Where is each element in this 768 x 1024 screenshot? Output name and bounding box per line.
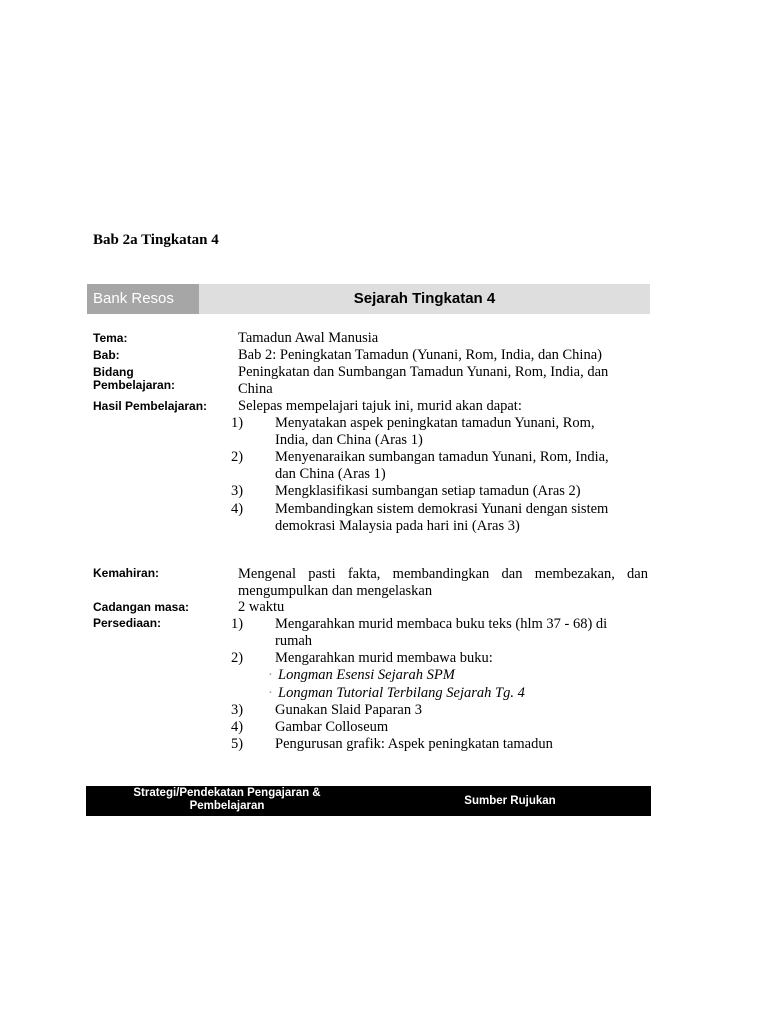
tema-label: Tema:: [93, 331, 128, 345]
hasil-item-2-line1: Menyenaraikan sumbangan tamadun Yunani, Rom, India,: [275, 449, 609, 465]
bidang-value-line2: China: [238, 381, 273, 397]
persediaan-item-2-num: 2): [231, 650, 244, 666]
persediaan-item-5-line1: Pengurusan grafik: Aspek peningkatan tamadun: [275, 736, 553, 752]
hasil-label: Hasil Pembelajaran:: [93, 399, 208, 413]
persediaan-label: Persediaan:: [93, 616, 162, 630]
kemahiran-value-line2: mengumpulkan dan mengelaskan: [238, 583, 433, 599]
hasil-item-1-line2: India, dan China (Aras 1): [275, 432, 423, 448]
hasil-intro: Selepas mempelajari tajuk ini, murid akan dapat:: [238, 398, 522, 414]
hasil-item-4-num: 4): [231, 501, 244, 517]
document-title: Bab 2a Tingkatan 4: [93, 232, 219, 248]
persediaan-item-5-num: 5): [231, 736, 244, 752]
tema-value: Tamadun Awal Manusia: [238, 330, 379, 346]
persediaan-item-1-num: 1): [231, 616, 244, 632]
subject-title: Sejarah Tingkatan 4: [353, 290, 496, 307]
book-2-bullet: ·: [268, 685, 273, 701]
bank-resos-label: Bank Resos: [87, 284, 199, 314]
persediaan-item-3-num: 3): [231, 702, 244, 718]
bidang-value-line1: Peningkatan dan Sumbangan Tamadun Yunani, Rom, India, dan: [238, 364, 609, 380]
persediaan-item-2-line1: Mengarahkan murid membawa buku:: [275, 650, 493, 666]
book-1-title: Longman Esensi Sejarah SPM: [278, 667, 455, 683]
cadangan-masa-label: Cadangan masa:: [93, 600, 190, 614]
book-2-title: Longman Tutorial Terbilang Sejarah Tg. 4: [278, 685, 525, 701]
hasil-item-3-line1: Mengklasifikasi sumbangan setiap tamadun (Aras 2): [275, 483, 581, 499]
cadangan-masa-value: 2 waktu: [238, 599, 285, 615]
bidang-label-line2: Pembelajaran:: [93, 378, 176, 392]
bab-label: Bab:: [93, 348, 120, 362]
strategi-column-header: [107, 787, 347, 813]
hasil-item-4-line2: demokrasi Malaysia pada hari ini (Aras 3): [275, 518, 520, 534]
persediaan-item-1-line2: rumah: [275, 633, 313, 649]
book-1-bullet: ·: [268, 667, 273, 683]
persediaan-item-4-line1: Gambar Colloseum: [275, 719, 389, 735]
hasil-item-1-num: 1): [231, 415, 244, 431]
bidang-label-line1: Bidang: [93, 365, 134, 379]
strategi-header-line1: Strategi/Pendekatan Pengajaran &: [133, 787, 321, 799]
bab-value: Bab 2: Peningkatan Tamadun (Yunani, Rom, India, dan China): [238, 347, 602, 363]
hasil-item-3-num: 3): [231, 483, 244, 499]
sumber-rujukan-header: Sumber Rujukan: [464, 795, 556, 807]
hasil-item-4-line1: Membandingkan sistem demokrasi Yunani dengan sistem: [275, 501, 609, 517]
hasil-item-2-line2: dan China (Aras 1): [275, 466, 386, 482]
strategi-header-line2: Pembelajaran: [189, 800, 265, 812]
persediaan-item-1-line1: Mengarahkan murid membaca buku teks (hlm 37 - 68) di: [275, 616, 608, 632]
persediaan-item-3-line1: Gunakan Slaid Paparan 3: [275, 702, 422, 718]
persediaan-item-4-num: 4): [231, 719, 244, 735]
hasil-item-1-line1: Menyatakan aspek peningkatan tamadun Yunani, Rom,: [275, 415, 595, 431]
kemahiran-value-line1: Mengenal pasti fakta, membandingkan dan membezakan, dan: [238, 566, 648, 582]
hasil-item-2-num: 2): [231, 449, 244, 465]
kemahiran-label: Kemahiran:: [93, 566, 160, 580]
